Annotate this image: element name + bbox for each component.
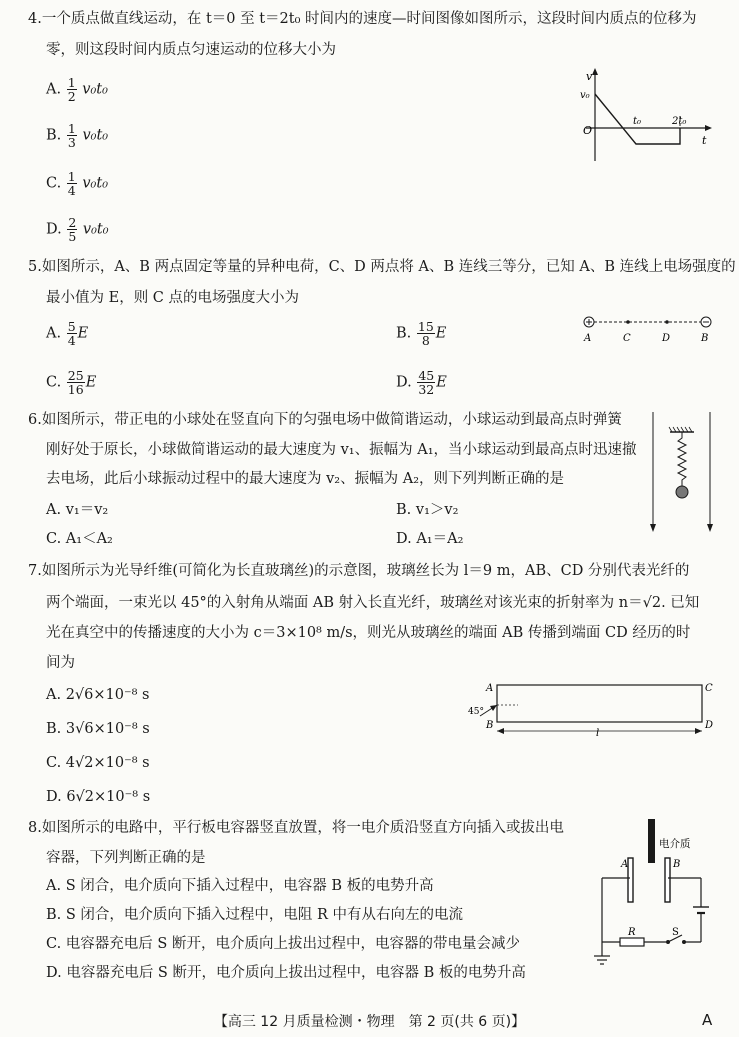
q7-stem-line1: 7.如图所示为光导纤维(可简化为长直玻璃丝)的示意图，玻璃丝长为 l＝9 m，AB、CD 分别代表光纤的 — [28, 563, 690, 579]
q5-option-c: C. $\frac{25}{16}$ E — [46, 368, 97, 397]
q4-option-a: A. $\frac{1}{2}$ v₀t₀ — [46, 75, 108, 104]
q5-stem-line1: 5.如图所示，A、B 两点固定等量的异种电荷，C、D 两点将 A、B 连线三等分，已知 A、B 连线上电场强度的 — [28, 259, 736, 275]
q6-option-c: C. A₁＜A₂ — [46, 531, 113, 547]
q4-origin-label: O — [583, 124, 593, 137]
q4-velocity-time-graph — [578, 66, 718, 166]
q7-option-b: B. 3√6×10⁻⁸ s — [46, 721, 150, 737]
q8-plate-a-label: A — [621, 859, 629, 870]
q4-2t0-label: 2t₀ — [672, 116, 687, 127]
q5-stem-line2: 最小值为 E，则 C 点的电场强度大小为 — [46, 290, 300, 306]
q8-stem-line2: 容器，下列判断正确的是 — [46, 850, 206, 866]
q7-corner-c-label: C — [705, 683, 713, 694]
q6-spring-field-diagram — [646, 408, 716, 538]
q4-option-b: B. $\frac{1}{3}$ v₀t₀ — [46, 121, 109, 150]
q7-stem-line3: 光在真空中的传播速度的大小为 c＝3×10⁸ m/s，则光从玻璃丝的端面 AB 传播到端面 CD 经历的时 — [46, 625, 691, 641]
q4-stem-line1: 4.一个质点做直线运动，在 t＝0 至 t＝2t₀ 时间内的速度—时间图像如图所示，这段时间内质点的位移为 — [28, 11, 697, 27]
q4-option-d: D. $\frac{2}{5}$ v₀t₀ — [46, 215, 109, 244]
q7-corner-d-label: D — [705, 720, 714, 731]
q5-option-d: D. $\frac{45}{32}$ E — [396, 368, 447, 397]
q5-point-a-label: A — [584, 333, 592, 344]
q5-point-d-label: D — [662, 333, 671, 344]
q5-charge-diagram — [578, 313, 718, 345]
q8-switch-label: S — [672, 927, 679, 938]
q4-v0-label: v₀ — [580, 90, 590, 101]
q8-option-c: C. 电容器充电后 S 断开，电介质向上拔出过程中，电容器的带电量会减少 — [46, 936, 520, 952]
q6-option-a: A. v₁＝v₂ — [46, 502, 109, 518]
q5-option-a: A. $\frac{5}{4}$ E — [46, 319, 89, 348]
q4-option-c: C. $\frac{1}{4}$ v₀t₀ — [46, 169, 109, 198]
q6-stem-line1: 6.如图所示，带正电的小球处在竖直向下的匀强电场中做简谐运动，小球运动到最高点时弹簧 — [28, 412, 622, 428]
q4-t0-label: t₀ — [633, 116, 642, 127]
q7-angle-label: 45° — [468, 707, 484, 717]
q8-dielectric-label: 电介质 — [659, 838, 691, 850]
q8-option-b: B. S 闭合，电介质向下插入过程中，电阻 R 中有从右向左的电流 — [46, 907, 464, 923]
q8-plate-b-label: B — [673, 859, 681, 870]
q8-option-d: D. 电容器充电后 S 断开，电介质向上拔出过程中，电容器 B 板的电势升高 — [46, 965, 526, 981]
q8-option-a: A. S 闭合，电介质向下插入过程中，电容器 B 板的电势升高 — [46, 878, 434, 894]
q8-resistor-label: R — [628, 927, 636, 938]
q8-circuit-diagram — [590, 814, 718, 972]
q4-stem-line2: 零，则这段时间内质点匀速运动的位移大小为 — [46, 42, 336, 58]
q6-stem-line3: 去电场，此后小球振动过程中的最大速度为 v₂、振幅为 A₂，则下列判断正确的是 — [46, 471, 565, 487]
q7-corner-b-label: B — [486, 720, 494, 731]
q5-option-b: B. $\frac{15}{8}$ E — [396, 319, 447, 348]
q7-length-label: l — [596, 728, 600, 739]
q4-axis-t-label: t — [702, 134, 707, 147]
q7-stem-line4: 间为 — [46, 655, 75, 671]
q7-stem-line2: 两个端面，一束光以 45°的入射角从端面 AB 射入长直光纤，玻璃丝对该光束的折射率为 n＝√2. 已知 — [46, 595, 700, 611]
q7-option-d: D. 6√2×10⁻⁸ s — [46, 789, 151, 805]
q7-option-a: A. 2√6×10⁻⁸ s — [46, 687, 150, 703]
q7-optical-fiber-diagram — [466, 676, 718, 742]
q5-point-c-label: C — [623, 333, 631, 344]
q6-option-d: D. A₁＝A₂ — [396, 531, 464, 547]
page-footer: 【高三 12 月质量检测・物理 第 2 页(共 6 页)】 — [213, 1014, 526, 1030]
q7-corner-a-label: A — [486, 683, 494, 694]
q4-axis-v-label: v — [586, 70, 593, 83]
q5-point-b-label: B — [701, 333, 709, 344]
q7-option-c: C. 4√2×10⁻⁸ s — [46, 755, 150, 771]
paper-version-mark: A — [702, 1011, 713, 1029]
q8-stem-line1: 8.如图所示的电路中，平行板电容器竖直放置，将一电介质沿竖直方向插入或拔出电 — [28, 820, 564, 836]
q6-option-b: B. v₁＞v₂ — [396, 502, 459, 518]
q6-stem-line2: 刚好处于原长，小球做简谐运动的最大速度为 v₁、振幅为 A₁，当小球运动到最高点时迅速撤 — [46, 442, 637, 458]
